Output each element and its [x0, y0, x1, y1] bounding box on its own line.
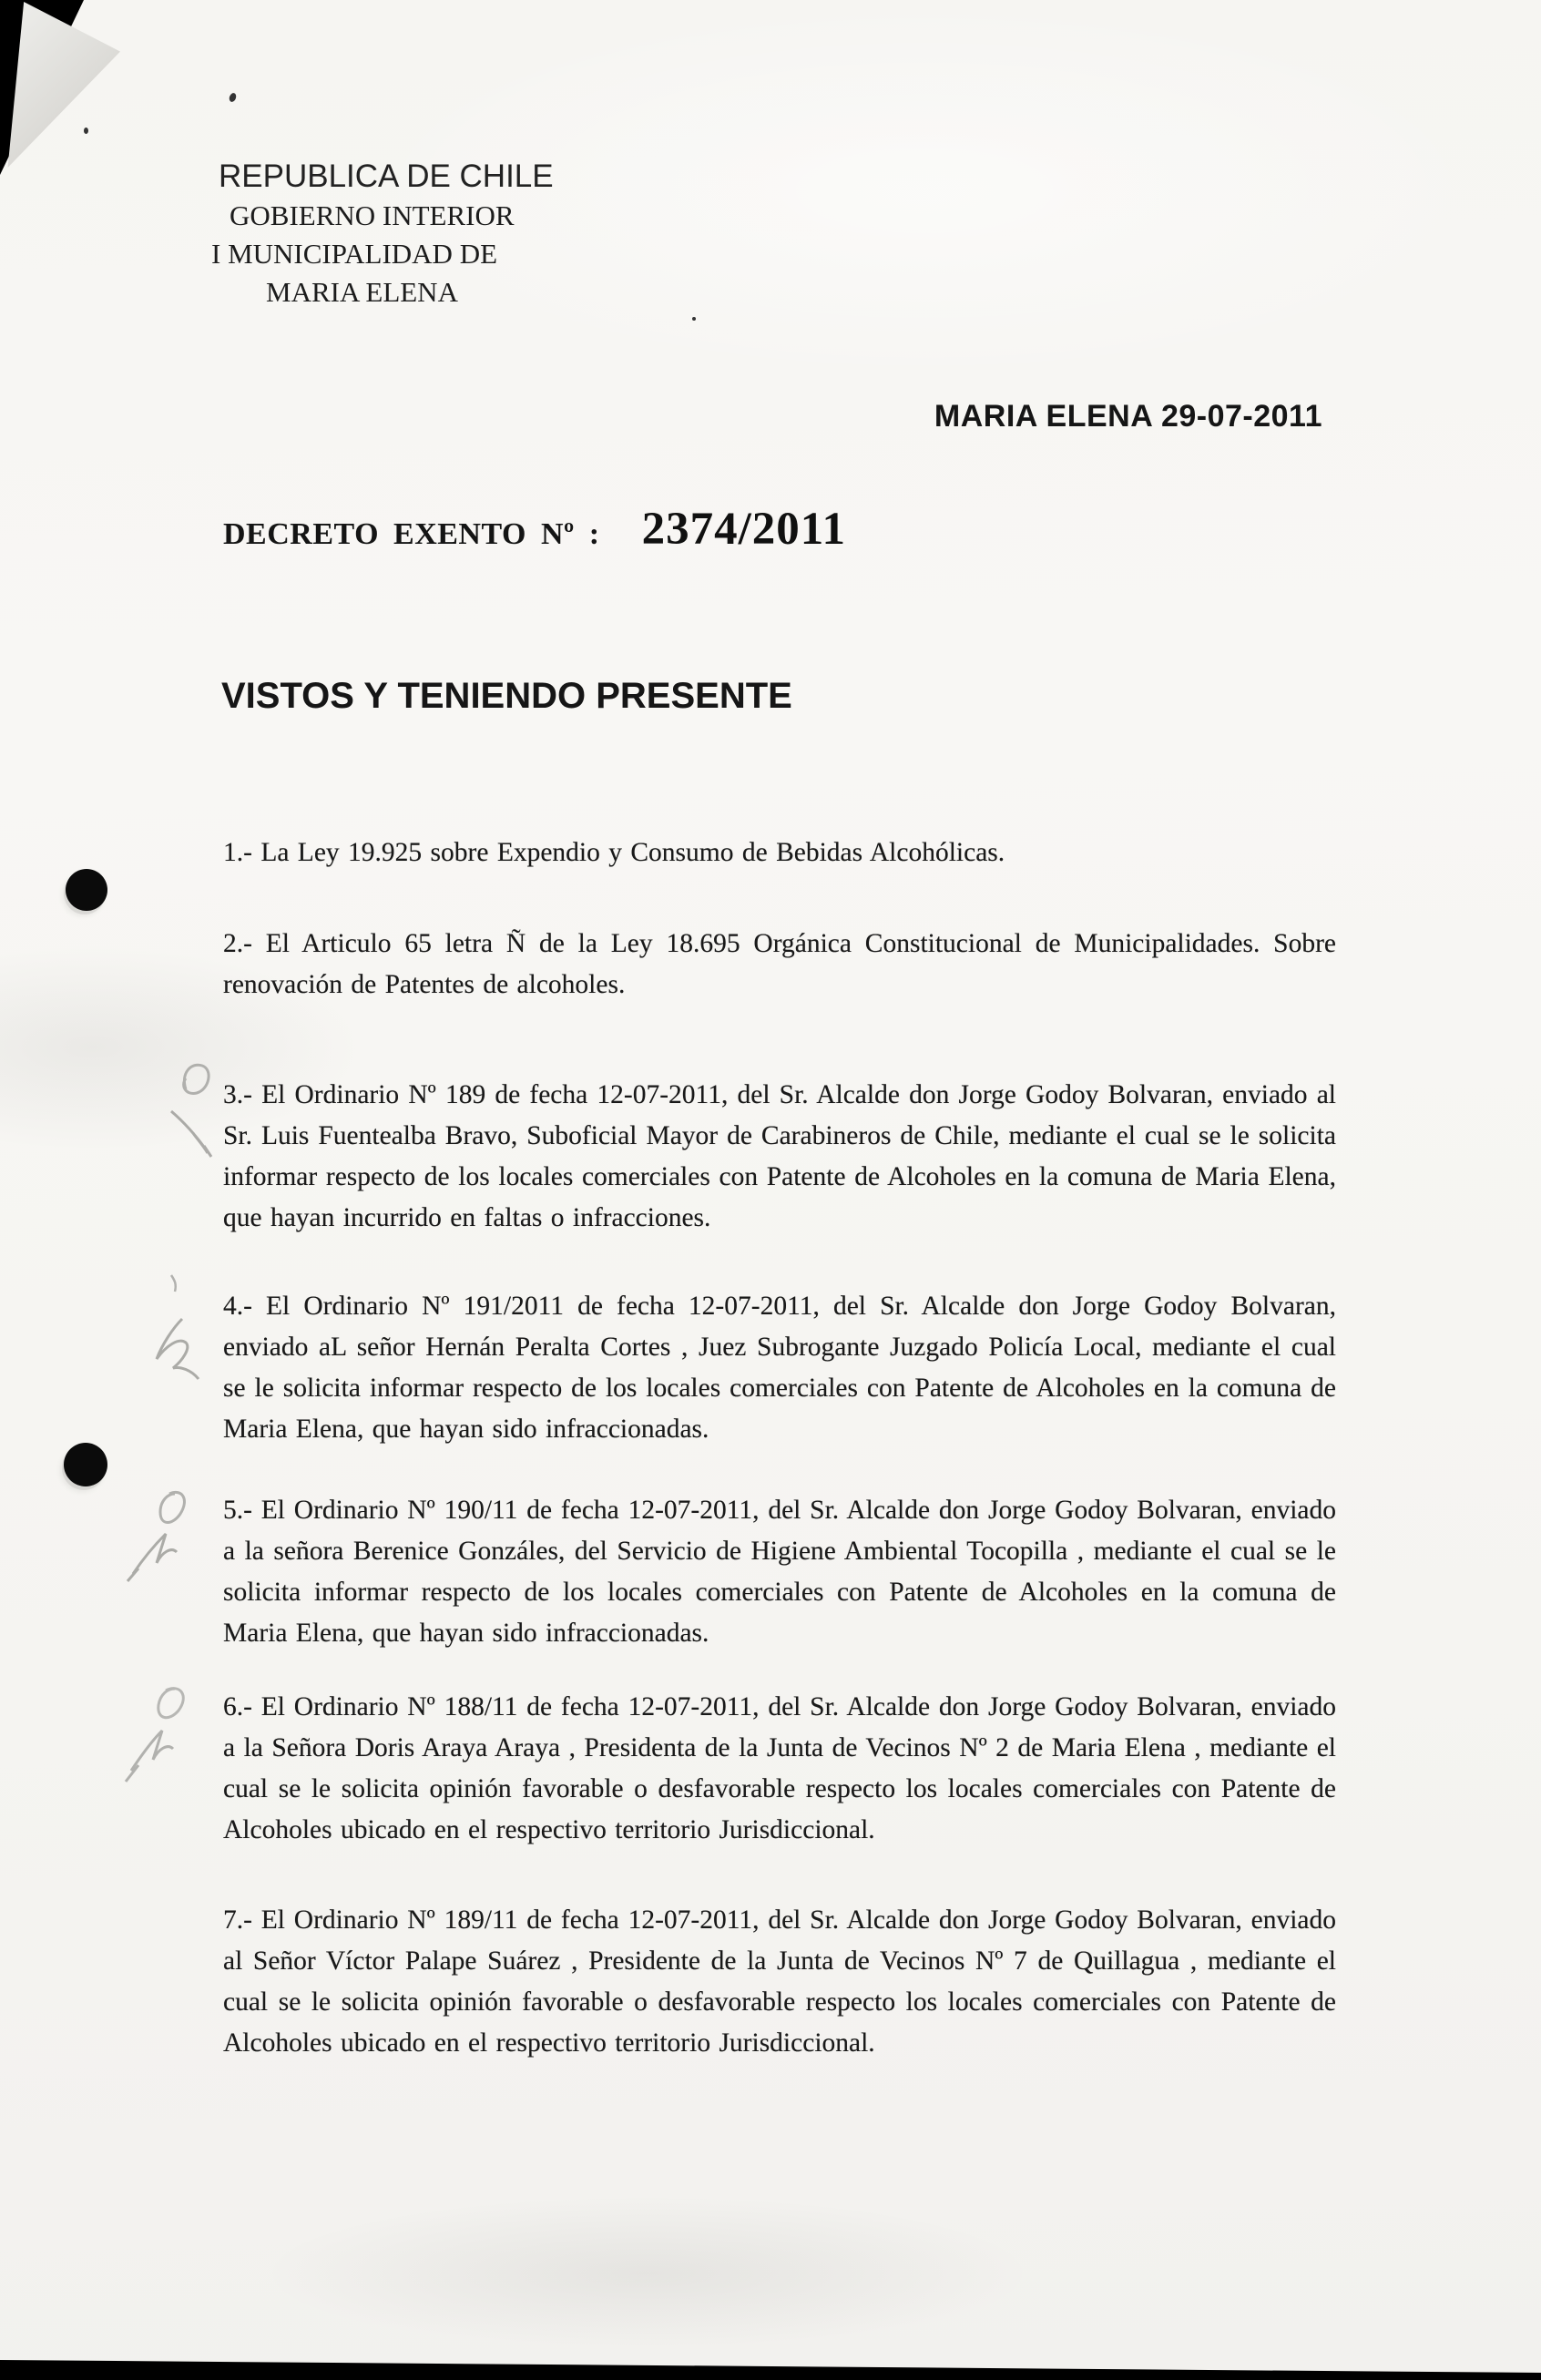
letterhead-municipality: I MUNICIPALIDAD DE	[211, 238, 498, 270]
decree-item-2: 2.- El Articulo 65 letra Ñ de la Ley 18.695 Orgánica Constitucional de Municipalidades. Sobre renovación de Patentes de alcoholes.	[223, 928, 1336, 999]
page-corner-fold	[5, 2, 120, 168]
handwritten-no-mark-icon	[135, 1268, 217, 1405]
decree-header	[223, 503, 846, 556]
decree-label: DECRETO EXENTO Nº :	[223, 517, 600, 551]
handwritten-no-mark-icon	[153, 1055, 226, 1173]
decree-item-1: 1.- La Ley 19.925 sobre Expendio y Consumo de Bebidas Alcohólicas.	[223, 837, 1005, 867]
hole-punch-dot	[64, 1443, 107, 1486]
decree-item-4: 4.- El Ordinario Nº 191/2011 de fecha 12-07-2011, del Sr. Alcalde don Jorge Godoy Bolvaran, enviado aL señor Hernán Peralta Cortes , Juez Subrogante Juzgado Policía Local, mediante el cual se le solicita informar respecto de los locales comerciales con Patente de Alcoholes en la comuna de Maria Elena, que hayan sido infraccionadas.	[223, 1291, 1336, 1444]
decree-item-6: 6.- El Ordinario Nº 188/11 de fecha 12-07-2011, del Sr. Alcalde don Jorge Godoy Bolvaran, enviado a la Señora Doris Araya Araya , Presidenta de la Junta de Vecinos Nº 2 de Maria Elena , mediante el cual se le solicita opinión favorable o desfavorable respecto los locales comerciales con Patente de Alcoholes ubicado en el respectivo territorio Jurisdiccional.	[223, 1691, 1336, 1844]
scan-speck	[84, 128, 88, 134]
letterhead	[211, 157, 554, 312]
section-heading: VISTOS Y TENIENDO PRESENTE	[221, 676, 792, 716]
decree-item-3: 3.- El Ordinario Nº 189 de fecha 12-07-2011, del Sr. Alcalde don Jorge Godoy Bolvaran, enviado al Sr. Luis Fuentealba Bravo, Suboficial Mayor de Carabineros de Chile, mediante el cual se le solicita informar respecto de los locales comerciales con Patente de Alcoholes en la comuna de Maria Elena, que hayan incurrido en faltas o infracciones.	[223, 1079, 1336, 1232]
scan-speck	[692, 317, 696, 321]
handwritten-no-mark-icon	[111, 1676, 202, 1803]
decree-item-7: 7.- El Ordinario Nº 189/11 de fecha 12-07-2011, del Sr. Alcalde don Jorge Godoy Bolvaran, enviado al Señor Víctor Palape Suárez , Presidente de la Junta de Vecinos Nº 7 de Quillagua , mediante el cual se le solicita opinión favorable o desfavorable respecto los locales comerciales con Patente de Alcoholes ubicado en el respectivo territorio Jurisdiccional.	[223, 1905, 1336, 2058]
decree-item-5: 5.- El Ordinario Nº 190/11 de fecha 12-07-2011, del Sr. Alcalde don Jorge Godoy Bolvaran, enviado a la señora Berenice Gonzáles, del Servicio de Higiene Ambiental Tocopilla , mediante el cual se le solicita informar respecto de los locales comerciales con Patente de Alcoholes en la comuna de Maria Elena, que hayan sido infraccionadas.	[223, 1495, 1336, 1648]
decree-number: 2374/2011	[641, 504, 846, 555]
handwritten-no-mark-icon	[117, 1486, 199, 1614]
hole-punch-dot	[66, 869, 107, 911]
scan-speck	[229, 92, 238, 103]
letterhead-government: GOBIERNO INTERIOR	[230, 199, 515, 231]
dateline: MARIA ELENA 29-07-2011	[934, 399, 1322, 434]
letterhead-country: REPUBLICA DE CHILE	[219, 158, 554, 194]
letterhead-city: MARIA ELENA	[266, 276, 458, 308]
scan-bottom-edge	[0, 2351, 1541, 2380]
